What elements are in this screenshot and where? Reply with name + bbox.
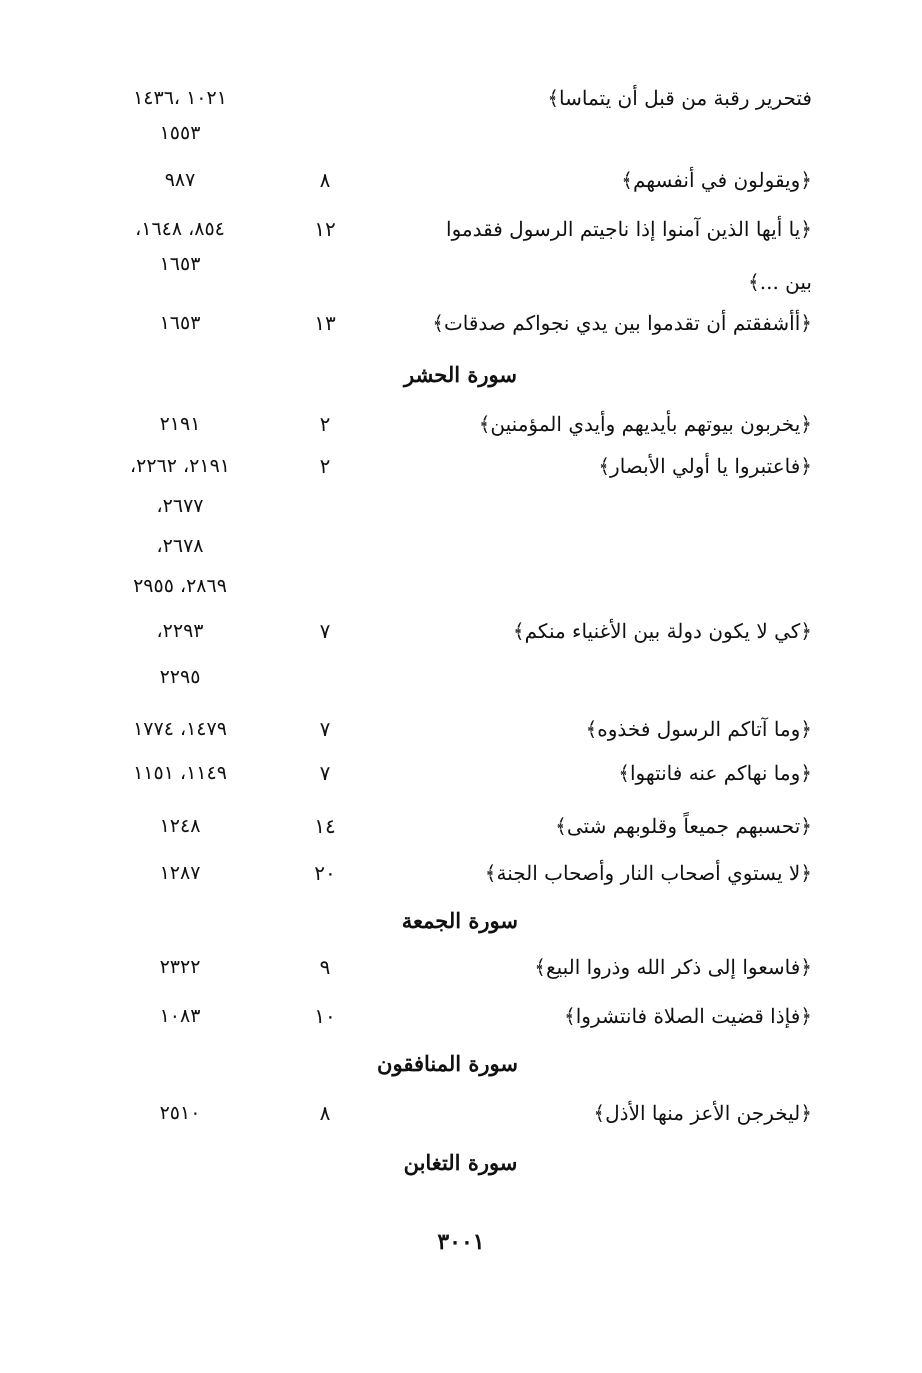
page-references: ٩٨٧ [164,169,196,191]
page-references: ١٥٥٣ [159,122,201,144]
verse-number: ١٠ [314,1004,336,1028]
page-references: ٢٢٩٣، [156,620,204,642]
page-references: ٢١٩١، ٢٢٦٢، [130,455,230,477]
page-references: ١٢٤٨ [159,815,201,837]
page-references: ١٦٥٣ [159,253,201,275]
verse-text: ﴿يخربون بيوتهم بأيديهم وأيدي المؤمنين﴾ [478,412,812,436]
surah-heading: سورة الجمعة [401,908,518,933]
page-number: ٣٠٠١ [437,1229,485,1255]
verse-text: ﴿أأشفقتم أن تقدموا بين يدي نجواكم صدقات﴾ [432,311,812,335]
verse-number: ٢ [319,412,331,436]
page-references: ٢٣٢٢ [159,956,201,978]
verse-text: ﴿لا يستوي أصحاب النار وأصحاب الجنة﴾ [484,861,812,885]
verse-text: ﴿فاعتبروا يا أولي الأبصار﴾ [598,454,812,478]
verse-number: ٧ [319,761,331,785]
verse-text: ﴿وما آتاكم الرسول فخذوه﴾ [585,717,812,741]
verse-number: ٨ [319,1101,331,1125]
page-references: ٢٨٦٩، ٢٩٥٥ [133,575,227,597]
page-references: ٢٦٧٨، [156,535,204,557]
verse-number: ٩ [319,955,331,979]
page-references: ١٦٥٣ [159,312,201,334]
page-references: ١٢٨٧ [159,862,201,884]
verse-text: ﴿كي لا يكون دولة بين الأغنياء منكم﴾ [512,619,812,643]
page-references: ٨٥٤، ١٦٤٨، [135,218,225,240]
page-references: ٢١٩١ [159,413,201,435]
verse-number: ١٤ [314,814,336,838]
verse-text: ﴿وما نهاكم عنه فانتهوا﴾ [618,761,812,785]
surah-heading: سورة الحشر [403,362,517,387]
verse-number: ١٣ [314,311,336,335]
verse-number: ٨ [319,168,331,192]
page-references: ٢٥١٠ [159,1102,201,1124]
verse-number: ١٢ [314,217,336,241]
page-references: ١٠٨٣ [159,1005,201,1027]
verse-text: ﴿فإذا قضيت الصلاة فانتشروا﴾ [564,1004,812,1028]
verse-text: ﴿يا أيها الذين آمنوا إذا ناجيتم الرسول فقدموا [446,217,812,241]
verse-text: ﴿تحسبهم جميعاً وقلوبهم شتى﴾ [555,814,812,838]
verse-text: ﴿ويقولون في أنفسهم﴾ [621,168,812,192]
verse-number: ٧ [319,619,331,643]
page-references: ١١٤٩، ١١٥١ [133,762,227,784]
page-references: ٢٢٩٥ [159,666,201,688]
surah-heading: سورة المنافقون [377,1051,518,1076]
page-references: ١٠٢١ ،١٤٣٦ [133,87,227,109]
page-references: ١٤٧٩، ١٧٧٤ [133,718,227,740]
verse-text: ﴿فاسعوا إلى ذكر الله وذروا البيع﴾ [534,955,812,979]
verse-text: بين ...﴾ [748,270,812,294]
verse-text: ﴿ليخرجن الأعز منها الأذل﴾ [593,1101,812,1125]
verse-number: ٢٠ [314,861,336,885]
surah-heading: سورة التغابن [403,1150,518,1175]
verse-number: ٢ [319,454,331,478]
verse-number: ٧ [319,717,331,741]
verse-text: فتحرير رقبة من قبل أن يتماسا﴾ [547,86,812,110]
page-references: ٢٦٧٧، [156,495,204,517]
